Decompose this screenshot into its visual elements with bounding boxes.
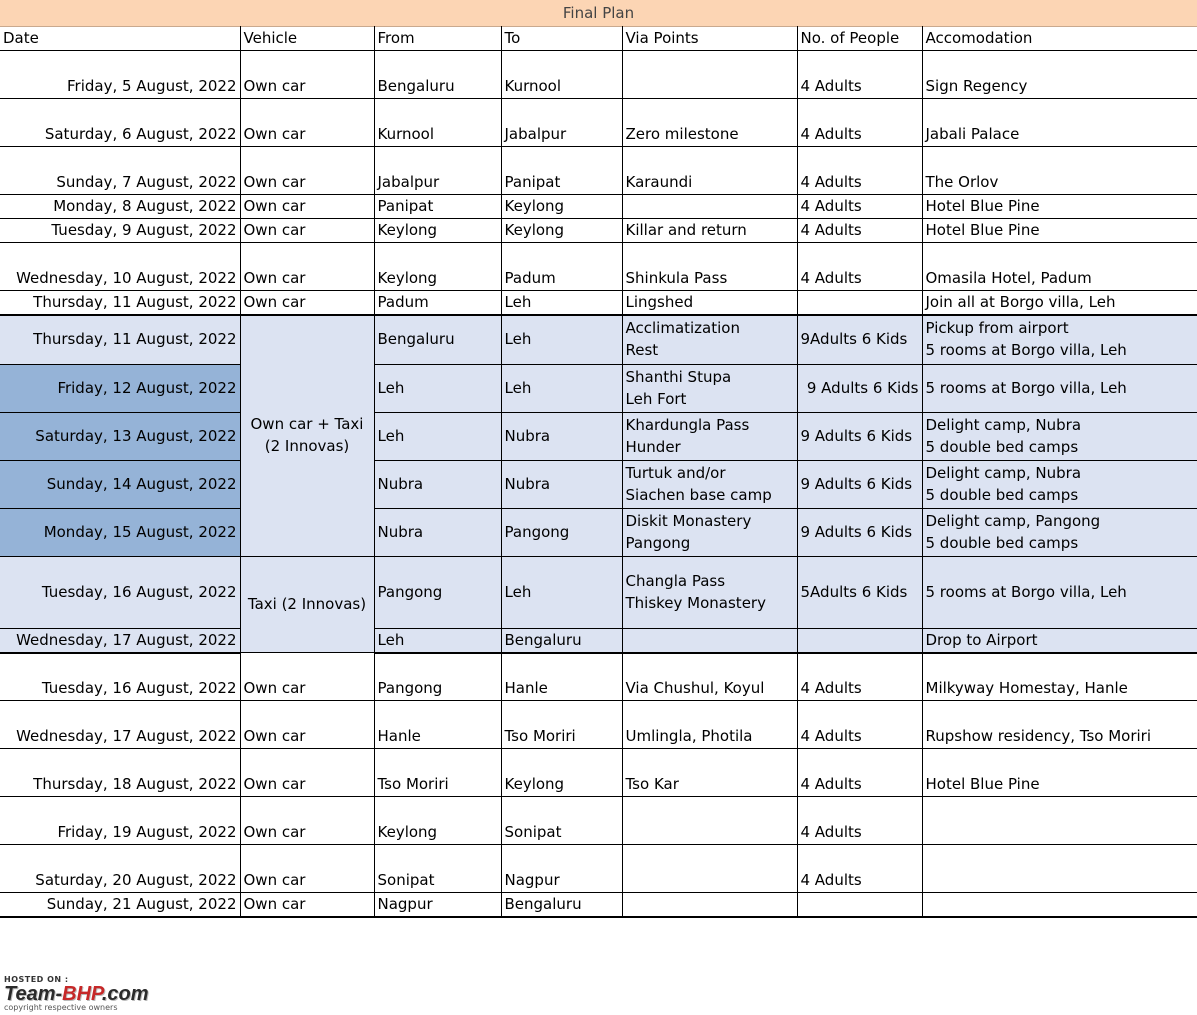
accommodation-cell: [922, 845, 1197, 893]
table-row: [0, 797, 1197, 845]
from-cell: Jabalpur: [374, 147, 501, 195]
acc-line: 5 rooms at Borgo villa, Leh: [925, 341, 1127, 360]
table-row: [0, 701, 1197, 749]
accommodation-cell: Hotel Blue Pine: [922, 195, 1197, 219]
date-cell: Friday, 5 August, 2022: [0, 51, 240, 99]
date-cell: Friday, 12 August, 2022: [0, 364, 240, 412]
table-row: [0, 291, 1197, 316]
via-cell: Umlingla, Photila: [622, 701, 797, 749]
from-cell: Pangong: [374, 653, 501, 701]
accommodation-cell: Hotel Blue Pine: [922, 749, 1197, 797]
table-row: [0, 219, 1197, 243]
via-cell: [622, 315, 797, 364]
people-cell: [797, 628, 922, 653]
from-cell: Keylong: [374, 219, 501, 243]
date-cell: Monday, 8 August, 2022: [0, 195, 240, 219]
to-cell: Padum: [501, 243, 622, 291]
to-cell: Leh: [501, 556, 622, 628]
to-cell: Leh: [501, 364, 622, 412]
from-cell: Bengaluru: [374, 51, 501, 99]
header-vehicle: Vehicle: [240, 26, 374, 51]
from-cell: Pangong: [374, 556, 501, 628]
header-date: Date: [0, 26, 240, 51]
from-cell: Padum: [374, 291, 501, 316]
to-cell: Kurnool: [501, 51, 622, 99]
via-cell: [622, 845, 797, 893]
date-cell: Sunday, 7 August, 2022: [0, 147, 240, 195]
accommodation-cell: Hotel Blue Pine: [922, 219, 1197, 243]
accommodation-cell: 5 rooms at Borgo villa, Leh: [922, 556, 1197, 628]
date-cell: Tuesday, 16 August, 2022: [0, 653, 240, 701]
via-cell: [622, 364, 797, 412]
via-cell: [622, 628, 797, 653]
vehicle-cell: Own car: [240, 243, 374, 291]
table-row: [0, 508, 1197, 556]
table-row: [0, 147, 1197, 195]
people-cell: 4 Adults: [797, 797, 922, 845]
to-cell: Sonipat: [501, 797, 622, 845]
vehicle-cell: Own car: [240, 701, 374, 749]
people-cell: 4 Adults: [797, 219, 922, 243]
table-row: [0, 845, 1197, 893]
table-row: [0, 364, 1197, 412]
table-row: [0, 628, 1197, 653]
people-cell: 9 Adults 6 Kids: [797, 460, 922, 508]
from-cell: Leh: [374, 364, 501, 412]
people-cell: 9 Adults 6 Kids: [797, 364, 922, 412]
accommodation-cell: Join all at Borgo villa, Leh: [922, 291, 1197, 316]
table-row: [0, 195, 1197, 219]
people-cell: 9Adults 6 Kids: [797, 315, 922, 364]
vehicle-cell: Own car: [240, 219, 374, 243]
accommodation-cell: The Orlov: [922, 147, 1197, 195]
via-line: Diskit Monastery: [625, 511, 752, 530]
from-cell: Panipat: [374, 195, 501, 219]
people-cell: 9 Adults 6 Kids: [797, 412, 922, 460]
accommodation-cell: Sign Regency: [922, 51, 1197, 99]
team-bhp-logo: [4, 984, 194, 1004]
vehicle-cell: Own car: [240, 653, 374, 701]
table-row: [0, 412, 1197, 460]
date-cell: Thursday, 11 August, 2022: [0, 291, 240, 316]
date-cell: Monday, 15 August, 2022: [0, 508, 240, 556]
copyright-text: copyright respective owners: [4, 1003, 118, 1012]
via-line: Changla Pass: [625, 571, 726, 590]
from-cell: Leh: [374, 628, 501, 653]
vehicle-cell: Own car: [240, 797, 374, 845]
people-cell: 4 Adults: [797, 147, 922, 195]
people-cell: 4 Adults: [797, 51, 922, 99]
table-row: [0, 653, 1197, 701]
header-accommodation: Accomodation: [922, 26, 1197, 51]
via-cell: Killar and return: [622, 219, 797, 243]
via-cell: Via Chushul, Koyul: [622, 653, 797, 701]
accommodation-cell: Drop to Airport: [922, 628, 1197, 653]
date-cell: Wednesday, 17 August, 2022: [0, 701, 240, 749]
to-cell: Pangong: [501, 508, 622, 556]
vehicle-cell-merged: Taxi (2 Innovas): [240, 556, 374, 653]
people-cell: 9 Adults 6 Kids: [797, 508, 922, 556]
table-row: [0, 243, 1197, 291]
to-cell: Keylong: [501, 195, 622, 219]
via-cell: Karaundi: [622, 147, 797, 195]
via-cell: Shinkula Pass: [622, 243, 797, 291]
team-bhp-watermark: [4, 975, 194, 1011]
from-cell: Bengaluru: [374, 315, 501, 364]
people-cell: 4 Adults: [797, 749, 922, 797]
to-cell: Nubra: [501, 412, 622, 460]
vehicle-cell: Own car: [240, 51, 374, 99]
people-cell: 4 Adults: [797, 195, 922, 219]
via-cell: Zero milestone: [622, 99, 797, 147]
hosted-on-label: HOSTED ON :: [4, 975, 69, 984]
vehicle-cell: Own car: [240, 893, 374, 918]
from-cell: Kurnool: [374, 99, 501, 147]
accommodation-cell: [922, 412, 1197, 460]
accommodation-cell: [922, 893, 1197, 918]
via-line: Rest: [625, 341, 659, 360]
people-cell: [797, 893, 922, 918]
people-cell: 5Adults 6 Kids: [797, 556, 922, 628]
to-cell: Keylong: [501, 219, 622, 243]
plan-table: [0, 26, 1197, 918]
date-cell: Thursday, 11 August, 2022: [0, 315, 240, 364]
people-cell: 4 Adults: [797, 99, 922, 147]
brand-suffix: .com: [101, 983, 149, 1005]
via-line: Khardungla Pass: [625, 415, 750, 434]
via-cell: [622, 508, 797, 556]
header-via-points: Via Points: [622, 26, 797, 51]
acc-line: Pickup from airport: [925, 319, 1069, 338]
to-cell: Leh: [501, 315, 622, 364]
via-cell: [622, 195, 797, 219]
date-cell: Saturday, 20 August, 2022: [0, 845, 240, 893]
from-cell: Nubra: [374, 508, 501, 556]
sheet-title: Final Plan: [0, 0, 1197, 27]
via-cell: [622, 460, 797, 508]
date-cell: Saturday, 13 August, 2022: [0, 412, 240, 460]
vehicle-cell: Own car: [240, 291, 374, 316]
table-row: [0, 99, 1197, 147]
people-cell: [797, 291, 922, 316]
to-cell: Keylong: [501, 749, 622, 797]
to-cell: Bengaluru: [501, 893, 622, 918]
to-cell: Tso Moriri: [501, 701, 622, 749]
to-cell: Leh: [501, 291, 622, 316]
via-line: Turtuk and/or: [625, 463, 726, 482]
to-cell: Hanle: [501, 653, 622, 701]
people-cell: 4 Adults: [797, 845, 922, 893]
date-cell: Tuesday, 16 August, 2022: [0, 556, 240, 628]
header-to: To: [501, 26, 622, 51]
table-row: [0, 749, 1197, 797]
header-from: From: [374, 26, 501, 51]
via-cell: [622, 412, 797, 460]
from-cell: Sonipat: [374, 845, 501, 893]
to-cell: Panipat: [501, 147, 622, 195]
acc-line: Delight camp, Nubra: [925, 415, 1082, 434]
acc-line: 5 double bed camps: [925, 485, 1079, 504]
from-cell: Tso Moriri: [374, 749, 501, 797]
accommodation-cell: [922, 508, 1197, 556]
from-cell: Keylong: [374, 243, 501, 291]
via-cell: [622, 893, 797, 918]
via-line: Pangong: [625, 533, 691, 552]
from-cell: Hanle: [374, 701, 501, 749]
table-row: [0, 893, 1197, 918]
brand-prefix: Team-: [4, 983, 63, 1005]
via-line: Siachen base camp: [625, 485, 772, 504]
accommodation-cell: Jabali Palace: [922, 99, 1197, 147]
date-cell: Thursday, 18 August, 2022: [0, 749, 240, 797]
to-cell: Bengaluru: [501, 628, 622, 653]
accommodation-cell: Omasila Hotel, Padum: [922, 243, 1197, 291]
via-line: Leh Fort: [625, 389, 687, 408]
header-people: No. of People: [797, 26, 922, 51]
via-cell: Tso Kar: [622, 749, 797, 797]
table-row: [0, 556, 1197, 628]
people-cell: 4 Adults: [797, 653, 922, 701]
date-cell: Sunday, 14 August, 2022: [0, 460, 240, 508]
accommodation-cell: Milkyway Homestay, Hanle: [922, 653, 1197, 701]
vehicle-cell: Own car: [240, 99, 374, 147]
vehicle-cell: Own car: [240, 845, 374, 893]
date-cell: Sunday, 21 August, 2022: [0, 893, 240, 918]
via-cell: [622, 51, 797, 99]
via-line: Hunder: [625, 437, 681, 456]
acc-line: 5 double bed camps: [925, 533, 1079, 552]
via-cell: Lingshed: [622, 291, 797, 316]
to-cell: Nubra: [501, 460, 622, 508]
table-row: [0, 460, 1197, 508]
table-row: [0, 51, 1197, 99]
accommodation-cell: 5 rooms at Borgo villa, Leh: [922, 364, 1197, 412]
to-cell: Jabalpur: [501, 99, 622, 147]
from-cell: Nubra: [374, 460, 501, 508]
date-cell: Tuesday, 9 August, 2022: [0, 219, 240, 243]
date-cell: Wednesday, 10 August, 2022: [0, 243, 240, 291]
table-row: [0, 315, 1197, 364]
date-cell: Saturday, 6 August, 2022: [0, 99, 240, 147]
date-cell: Friday, 19 August, 2022: [0, 797, 240, 845]
acc-line: Delight camp, Nubra: [925, 463, 1082, 482]
acc-line: 5 double bed camps: [925, 437, 1079, 456]
vehicle-cell: Own car: [240, 749, 374, 797]
brand-red: BHP: [62, 983, 102, 1005]
from-cell: Nagpur: [374, 893, 501, 918]
accommodation-cell: Rupshow residency, Tso Moriri: [922, 701, 1197, 749]
to-cell: Nagpur: [501, 845, 622, 893]
header-row: [0, 26, 1197, 51]
date-cell: Wednesday, 17 August, 2022: [0, 628, 240, 653]
acc-line: Delight camp, Pangong: [925, 511, 1101, 530]
accommodation-cell: [922, 460, 1197, 508]
vehicle-cell: Own car: [240, 195, 374, 219]
vehicle-cell: Own car: [240, 147, 374, 195]
via-line: Thiskey Monastery: [625, 593, 766, 612]
from-cell: Leh: [374, 412, 501, 460]
vehicle-cell-merged: Own car + Taxi (2 Innovas): [240, 315, 374, 556]
via-cell: [622, 556, 797, 628]
people-cell: 4 Adults: [797, 243, 922, 291]
from-cell: Keylong: [374, 797, 501, 845]
via-cell: [622, 797, 797, 845]
accommodation-cell: [922, 315, 1197, 364]
via-line: Shanthi Stupa: [625, 367, 732, 386]
people-cell: 4 Adults: [797, 701, 922, 749]
via-line: Acclimatization: [625, 319, 740, 338]
accommodation-cell: [922, 797, 1197, 845]
